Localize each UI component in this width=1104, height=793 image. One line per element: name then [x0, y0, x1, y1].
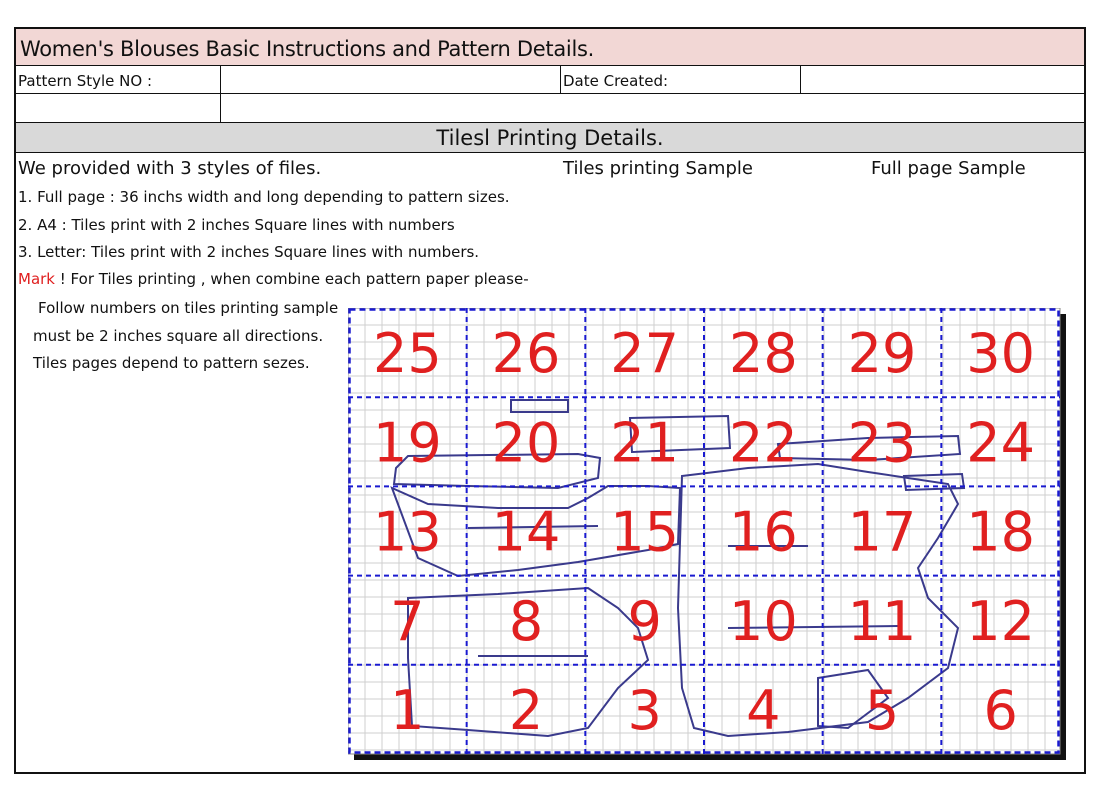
- tile-number: 15: [610, 500, 680, 564]
- tile-number: 13: [372, 500, 442, 564]
- tile-number: 11: [847, 589, 917, 653]
- tile-number: 28: [728, 322, 798, 386]
- note-line: must be 2 inches square all directions.: [33, 327, 324, 345]
- divider: [560, 66, 561, 93]
- meta-row-2: [16, 94, 1084, 123]
- mark-text: ! For Tiles printing , when combine each pattern paper please-: [55, 270, 529, 288]
- tile-number: 19: [372, 411, 442, 475]
- divider: [220, 66, 221, 93]
- tile-number: 30: [966, 322, 1036, 386]
- tiles-sample-label: Tiles printing Sample: [563, 158, 753, 179]
- section-title: Tilesl Printing Details.: [16, 123, 1084, 153]
- tile-number: 14: [491, 500, 561, 564]
- tiles-printing-sample: [348, 308, 1066, 760]
- tile-number: 25: [372, 322, 442, 386]
- document-title: Women's Blouses Basic Instructions and Pattern Details.: [16, 29, 1084, 66]
- instruction-line: 1. Full page : 36 inchs width and long depending to pattern sizes.: [18, 188, 510, 206]
- tile-number: 17: [847, 500, 917, 564]
- intro-text: We provided with 3 styles of files.: [18, 158, 322, 179]
- pattern-style-label: Pattern Style NO :: [18, 72, 153, 90]
- note-line: Tiles pages depend to pattern sezes.: [33, 354, 310, 372]
- tile-number: 2: [508, 679, 544, 743]
- meta-row: [16, 66, 1084, 94]
- tile-number: 26: [491, 322, 561, 386]
- document-frame: [14, 27, 1086, 774]
- tile-number: 8: [508, 589, 544, 653]
- divider: [800, 66, 801, 93]
- tile-number: 29: [847, 322, 917, 386]
- instruction-line: 2. A4 : Tiles print with 2 inches Square lines with numbers: [18, 216, 455, 234]
- tile-number: 21: [610, 411, 680, 475]
- tile-number: 4: [746, 679, 781, 743]
- tile-number: 20: [491, 411, 561, 475]
- tile-number: 10: [728, 589, 798, 653]
- note-line: Follow numbers on tiles printing sample: [38, 299, 339, 317]
- tile-number: 18: [966, 500, 1036, 564]
- tile-number: 23: [847, 411, 917, 475]
- tile-number: 6: [983, 679, 1018, 743]
- tile-number: 3: [627, 679, 662, 743]
- tile-number: 22: [728, 411, 798, 475]
- divider: [220, 94, 221, 122]
- tile-number: 5: [864, 679, 900, 743]
- instruction-line: 3. Letter: Tiles print with 2 inches Square lines with numbers.: [18, 243, 480, 261]
- mark-label: Mark: [18, 270, 55, 288]
- tile-number: 16: [728, 500, 798, 564]
- full-page-label: Full page Sample: [871, 158, 1026, 179]
- tile-number: 12: [966, 589, 1036, 653]
- tile-number: 7: [390, 589, 425, 653]
- date-created-label: Date Created:: [563, 72, 669, 90]
- tile-number: 24: [966, 411, 1036, 475]
- tile-number: 27: [610, 322, 680, 386]
- tile-number: 9: [627, 589, 662, 653]
- tile-number: 1: [390, 679, 425, 743]
- mark-line: [18, 270, 529, 288]
